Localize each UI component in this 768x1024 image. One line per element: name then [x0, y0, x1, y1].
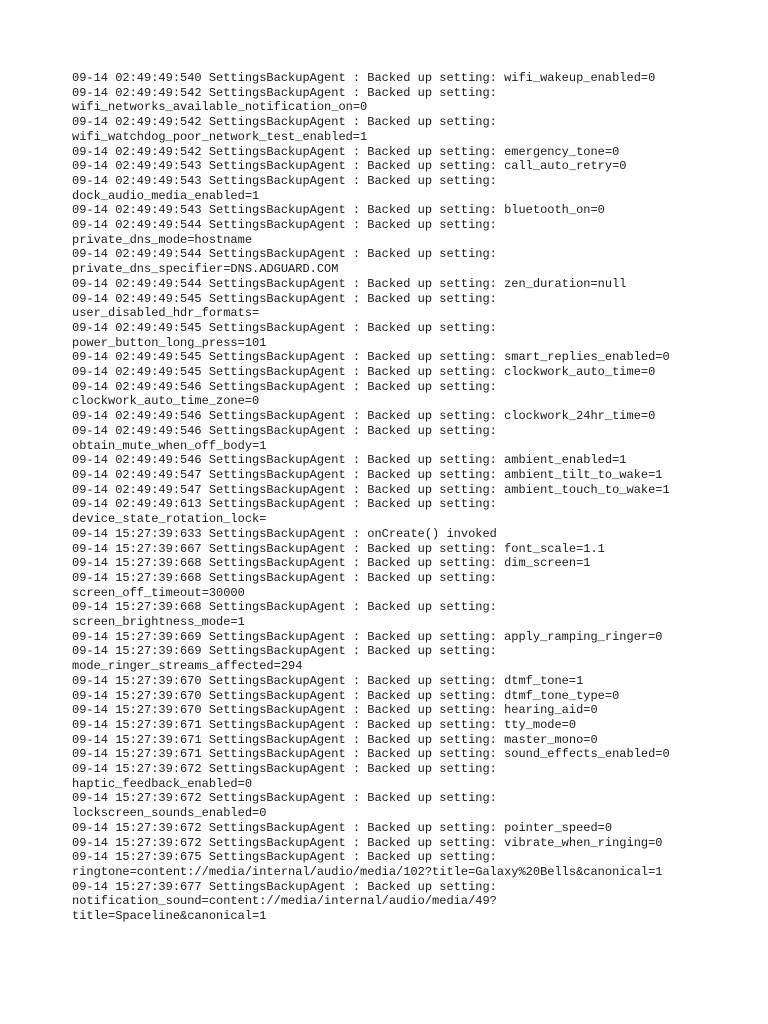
log-line: 09-14 15:27:39:672 SettingsBackupAgent : Backed up setting: vibrate_when_ringing=0: [72, 835, 663, 850]
log-line: clockwork_auto_time_zone=0: [72, 394, 260, 409]
log-line: 09-14 02:49:49:545 SettingsBackupAgent : Backed up setting:: [72, 291, 497, 306]
log-line: 09-14 15:27:39:670 SettingsBackupAgent : Backed up setting: hearing_aid=0: [72, 703, 598, 718]
log-line: lockscreen_sounds_enabled=0: [72, 806, 267, 821]
log-line: 09-14 02:49:49:546 SettingsBackupAgent : Backed up setting: ambient_enabled=1: [72, 453, 627, 468]
log-line: 09-14 15:27:39:675 SettingsBackupAgent : Backed up setting:: [72, 850, 497, 865]
log-line: 09-14 02:49:49:546 SettingsBackupAgent : Backed up setting:: [72, 423, 497, 438]
log-line: 09-14 02:49:49:547 SettingsBackupAgent : Backed up setting: ambient_touch_to_wake=1: [72, 482, 670, 497]
log-line: wifi_networks_available_notification_on=0: [72, 100, 368, 115]
log-line: 09-14 15:27:39:671 SettingsBackupAgent : Backed up setting: sound_effects_enabled=0: [72, 747, 670, 762]
log-line: 09-14 02:49:49:545 SettingsBackupAgent : Backed up setting:: [72, 320, 497, 335]
log-line: 09-14 02:49:49:543 SettingsBackupAgent : Backed up setting: bluetooth_on=0: [72, 203, 605, 218]
log-line: 09-14 15:27:39:668 SettingsBackupAgent : Backed up setting: dim_screen=1: [72, 556, 591, 571]
log-line: 09-14 15:27:39:671 SettingsBackupAgent : Backed up setting: master_mono=0: [72, 732, 598, 747]
log-line: 09-14 15:27:39:669 SettingsBackupAgent : Backed up setting:: [72, 644, 497, 659]
log-line: 09-14 02:49:49:545 SettingsBackupAgent : Backed up setting: smart_replies_enabled=0: [72, 350, 670, 365]
log-line: 09-14 15:27:39:672 SettingsBackupAgent : Backed up setting:: [72, 762, 497, 777]
log-line: 09-14 02:49:49:544 SettingsBackupAgent : Backed up setting:: [72, 218, 497, 233]
log-line: 09-14 15:27:39:670 SettingsBackupAgent : Backed up setting: dtmf_tone_type=0: [72, 688, 620, 703]
log-text-block: [72, 71, 752, 924]
log-line: screen_brightness_mode=1: [72, 615, 245, 630]
log-line: 09-14 15:27:39:667 SettingsBackupAgent : Backed up setting: font_scale=1.1: [72, 541, 605, 556]
log-line: haptic_feedback_enabled=0: [72, 776, 253, 791]
log-line: 09-14 15:27:39:669 SettingsBackupAgent : Backed up setting: apply_ramping_ringer=0: [72, 629, 663, 644]
log-line: 09-14 02:49:49:542 SettingsBackupAgent : Backed up setting: emergency_tone=0: [72, 144, 620, 159]
log-line: 09-14 15:27:39:668 SettingsBackupAgent : Backed up setting:: [72, 570, 497, 585]
log-line: power_button_long_press=101: [72, 335, 267, 350]
log-line: 09-14 02:49:49:544 SettingsBackupAgent : Backed up setting:: [72, 247, 497, 262]
log-line: 09-14 15:27:39:670 SettingsBackupAgent : Backed up setting: dtmf_tone=1: [72, 673, 584, 688]
log-line: 09-14 02:49:49:543 SettingsBackupAgent : Backed up setting: call_auto_retry=0: [72, 159, 627, 174]
log-line: 09-14 02:49:49:542 SettingsBackupAgent : Backed up setting:: [72, 85, 497, 100]
log-line: wifi_watchdog_poor_network_test_enabled=1: [72, 129, 368, 144]
log-line: 09-14 15:27:39:677 SettingsBackupAgent : Backed up setting:: [72, 879, 497, 894]
log-line: 09-14 02:49:49:546 SettingsBackupAgent : Backed up setting:: [72, 379, 497, 394]
log-line: 09-14 02:49:49:543 SettingsBackupAgent : Backed up setting:: [72, 173, 497, 188]
log-line: private_dns_mode=hostname: [72, 232, 253, 247]
log-line: 09-14 15:27:39:672 SettingsBackupAgent : Backed up setting: pointer_speed=0: [72, 820, 613, 835]
log-line: user_disabled_hdr_formats=: [72, 306, 260, 321]
log-line: screen_off_timeout=30000: [72, 585, 245, 600]
log-line: title=Spaceline&canonical=1: [72, 909, 267, 924]
log-line: private_dns_specifier=DNS.ADGUARD.COM: [72, 262, 339, 277]
log-line: 09-14 02:49:49:545 SettingsBackupAgent : Backed up setting: clockwork_auto_time=0: [72, 365, 656, 380]
log-line: 09-14 02:49:49:540 SettingsBackupAgent : Backed up setting: wifi_wakeup_enabled=0: [72, 71, 656, 85]
log-line: obtain_mute_when_off_body=1: [72, 438, 267, 453]
log-line: 09-14 15:27:39:672 SettingsBackupAgent : Backed up setting:: [72, 791, 497, 806]
log-line: 09-14 15:27:39:633 SettingsBackupAgent : onCreate() invoked: [72, 526, 497, 541]
log-line: 09-14 02:49:49:546 SettingsBackupAgent : Backed up setting: clockwork_24hr_time=0: [72, 409, 656, 424]
log-line: device_state_rotation_lock=: [72, 512, 267, 527]
log-line: mode_ringer_streams_affected=294: [72, 659, 303, 674]
log-line: 09-14 15:27:39:671 SettingsBackupAgent : Backed up setting: tty_mode=0: [72, 717, 577, 732]
log-line: notification_sound=content://media/internal/audio/media/49?: [72, 894, 497, 909]
log-line: 09-14 15:27:39:668 SettingsBackupAgent : Backed up setting:: [72, 600, 497, 615]
log-line: dock_audio_media_enabled=1: [72, 188, 260, 203]
log-line: 09-14 02:49:49:544 SettingsBackupAgent : Backed up setting: zen_duration=null: [72, 276, 627, 291]
log-line: 09-14 02:49:49:613 SettingsBackupAgent : Backed up setting:: [72, 497, 497, 512]
log-line: 09-14 02:49:49:547 SettingsBackupAgent : Backed up setting: ambient_tilt_to_wake=1: [72, 467, 663, 482]
log-line: 09-14 02:49:49:542 SettingsBackupAgent : Backed up setting:: [72, 115, 497, 130]
log-line: ringtone=content://media/internal/audio/media/102?title=Galaxy%20Bells&canonical=1: [72, 864, 663, 879]
